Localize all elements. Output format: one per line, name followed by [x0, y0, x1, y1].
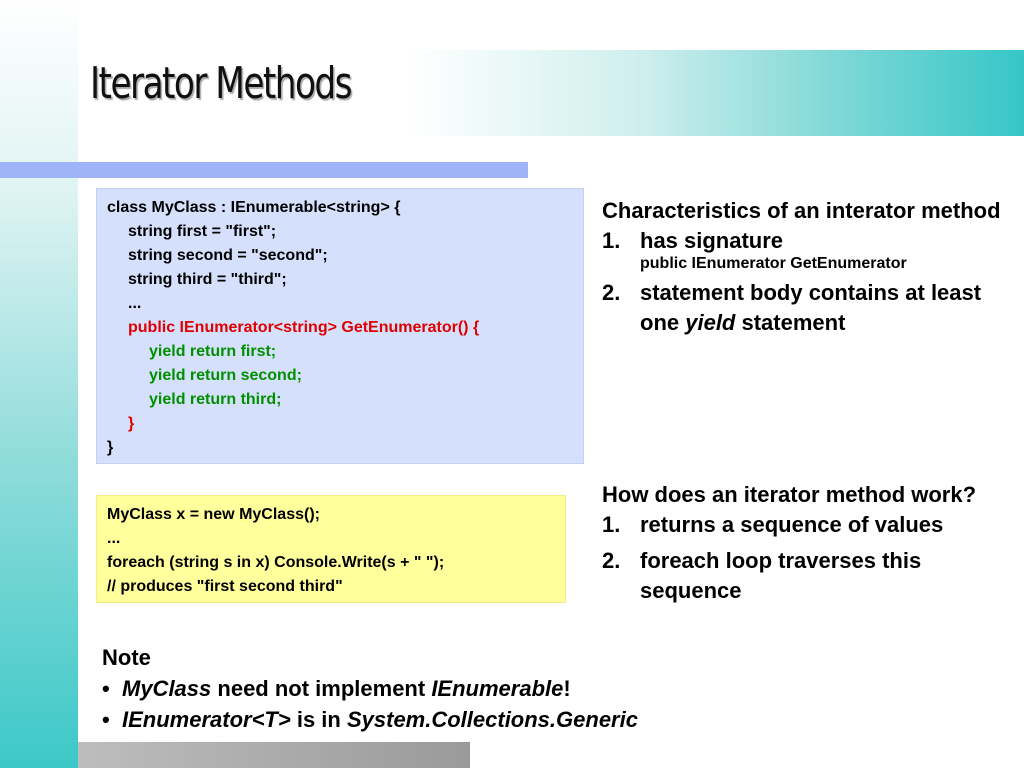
code-line: ... — [107, 530, 121, 547]
list-item-text-end: statement — [735, 310, 846, 335]
note-text: ! — [563, 676, 571, 701]
list-number: 1. — [602, 512, 621, 537]
list-number: 2. — [602, 280, 621, 305]
code-line: } — [107, 439, 114, 456]
code-line: class MyClass : IEnumerable<string> { — [107, 199, 401, 216]
note-italic: IEnumerable — [431, 676, 564, 701]
bullet-symbol: • — [102, 676, 110, 701]
code-line: yield return first; — [149, 343, 277, 360]
code-line: public IEnumerator<string> GetEnumerator() { — [128, 319, 480, 336]
code-line: string second = "second"; — [128, 247, 328, 264]
list-item — [602, 510, 1012, 540]
signature-text: public IEnumerator GetEnumerator — [640, 255, 907, 272]
list-item — [602, 226, 1002, 274]
list-item-text: foreach loop traverses this sequence — [640, 548, 922, 603]
note-italic: IEnumerator<T> — [122, 707, 291, 732]
code-line: yield return third; — [149, 391, 282, 408]
code-line: string first = "first"; — [128, 223, 277, 240]
title-underline-bar — [0, 162, 528, 178]
code-line: ... — [128, 295, 142, 312]
list-item — [602, 546, 1012, 606]
list-number: 2. — [602, 548, 621, 573]
list-item-text: returns a sequence of values — [640, 512, 944, 537]
bullet-symbol: • — [102, 707, 110, 732]
code-line: } — [128, 415, 135, 432]
left-gradient-decoration — [0, 0, 78, 768]
bottom-decoration-bar — [78, 742, 470, 768]
note-text: need not implement — [211, 676, 432, 701]
note-bullet — [102, 704, 802, 735]
note-bullet — [102, 673, 802, 704]
code-line: foreach (string s in x) Console.Write(s + " "); — [107, 554, 445, 571]
note-italic: System.Collections.Generic — [346, 707, 638, 732]
note-heading: Note — [102, 645, 151, 670]
class-code-block — [96, 188, 584, 464]
characteristics-list — [602, 196, 1002, 338]
how-it-works-list — [602, 480, 1012, 606]
note-italic: MyClass — [122, 676, 212, 701]
code-line: string third = "third"; — [128, 271, 287, 288]
slide-title: Iterator Methods — [90, 58, 351, 109]
characteristics-heading: Characteristics of an interator method — [602, 198, 1001, 223]
note-section — [102, 642, 802, 735]
yield-keyword: yield — [685, 310, 736, 335]
usage-code-block — [96, 495, 566, 603]
how-it-works-heading: How does an iterator method work? — [602, 482, 977, 507]
note-text: is in — [290, 707, 347, 732]
code-line: MyClass x = new MyClass(); — [107, 506, 320, 523]
list-item — [602, 278, 1002, 338]
list-item-text: statement body contains at least one — [640, 280, 982, 335]
code-line: // produces "first second third" — [107, 578, 343, 595]
list-number: 1. — [602, 228, 621, 253]
list-item-text: has signature — [640, 228, 784, 253]
code-line: yield return second; — [149, 367, 302, 384]
